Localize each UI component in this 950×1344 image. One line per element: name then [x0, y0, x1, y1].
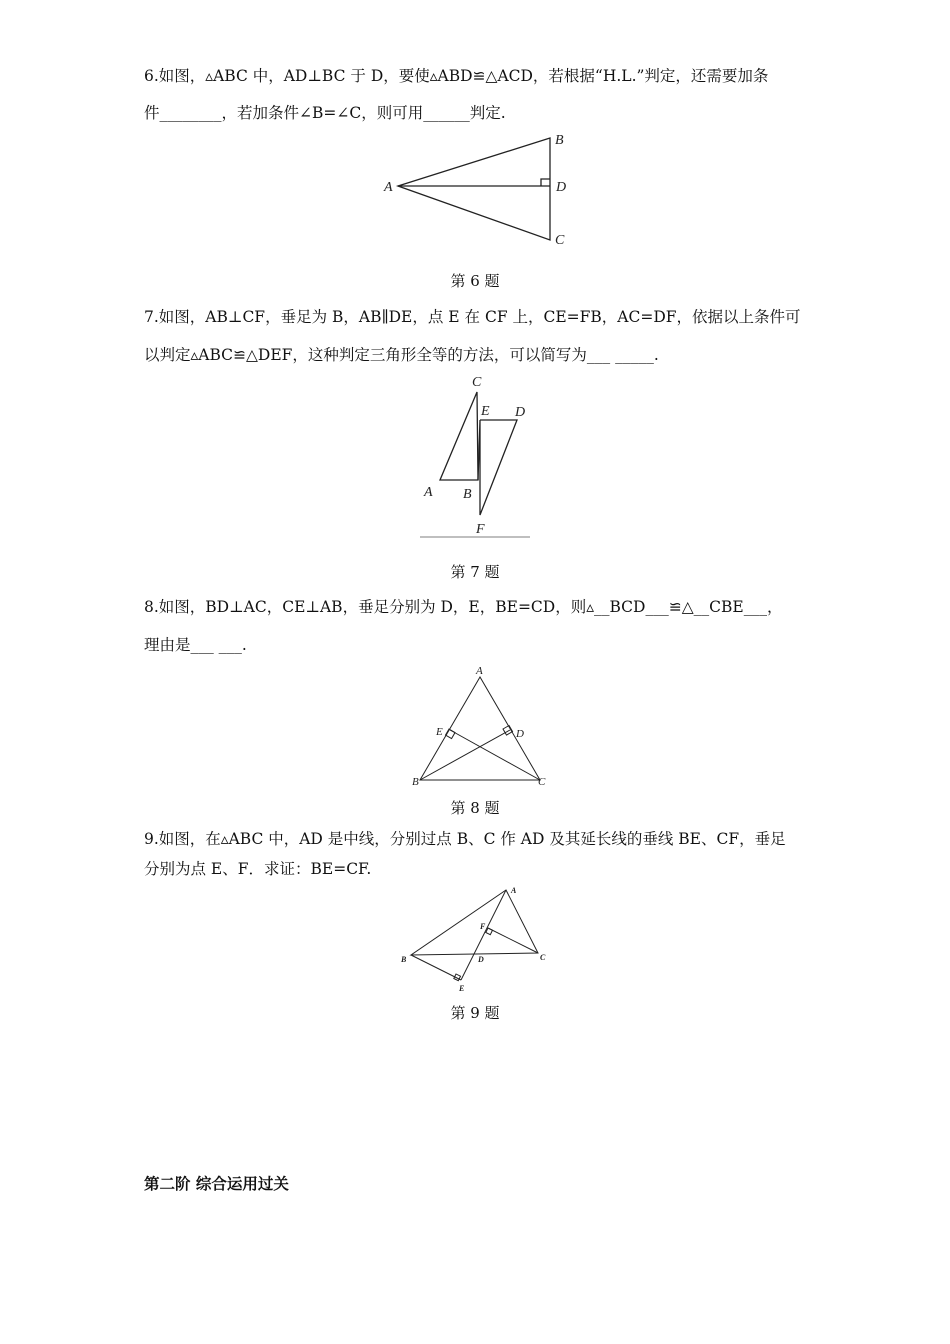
q8-caption: 第 8 题 — [450, 799, 500, 817]
label-a: A — [384, 180, 393, 195]
q9-line2: 分别为点 E、F．求证：BE=CF. — [144, 860, 372, 878]
label-d: D — [516, 728, 524, 740]
label-d: D — [515, 405, 526, 420]
label-e: E — [436, 726, 443, 738]
label-e: E — [459, 984, 465, 993]
figure-7 — [420, 375, 530, 537]
q7-line1: 7.如图，AB⊥CF，垂足为 B，AB∥DE，点 E 在 CF 上，CE=FB，AC=DF，依据以上条件可 — [144, 308, 801, 326]
q9-line1: 9.如图，在▵ABC 中，AD 是中线，分别过点 B、C 作 AD 及其延长线的垂线 BE、CF，垂足 — [144, 830, 786, 848]
q8-line2: 理由是___ ___. — [144, 636, 247, 654]
label-d: D — [556, 180, 567, 195]
label-c: C — [555, 233, 565, 248]
section-heading: 第二阶 综合运用过关 — [144, 1175, 289, 1193]
figure-8 — [412, 665, 546, 788]
q6-line2: 件________，若加条件∠B=∠C，则可用______判定. — [144, 104, 506, 122]
label-d: D — [478, 955, 484, 964]
label-c: C — [472, 375, 482, 390]
label-b: B — [401, 955, 407, 964]
label-c: C — [538, 776, 546, 788]
label-c: C — [540, 953, 546, 962]
label-b: B — [463, 487, 472, 502]
label-e: E — [481, 404, 490, 419]
q6-caption: 第 6 题 — [450, 272, 500, 290]
label-b: B — [412, 776, 419, 788]
label-a: A — [424, 485, 433, 500]
q9-caption: 第 9 题 — [450, 1004, 500, 1022]
label-f: F — [476, 522, 485, 537]
q7-line2: 以判定▵ABC≌△DEF，这种判定三角形全等的方法，可以简写为___ _____. — [144, 346, 659, 364]
label-b: B — [555, 133, 564, 148]
label-f: F — [480, 922, 486, 931]
label-a: A — [476, 665, 483, 677]
label-a: A — [511, 886, 517, 895]
figure-9 — [400, 886, 546, 993]
q8-line1: 8.如图，BD⊥AC，CE⊥AB，垂足分别为 D，E，BE=CD，则▵__BCD___≌△__CBE___， — [144, 598, 783, 616]
q6-line1: 6.如图，▵ABC 中，AD⊥BC 于 D，要使▵ABD≌△ACD，若根据“H.L.”判定，还需要加条 — [144, 67, 769, 85]
q7-caption: 第 7 题 — [450, 563, 500, 581]
figure-6 — [383, 133, 566, 248]
